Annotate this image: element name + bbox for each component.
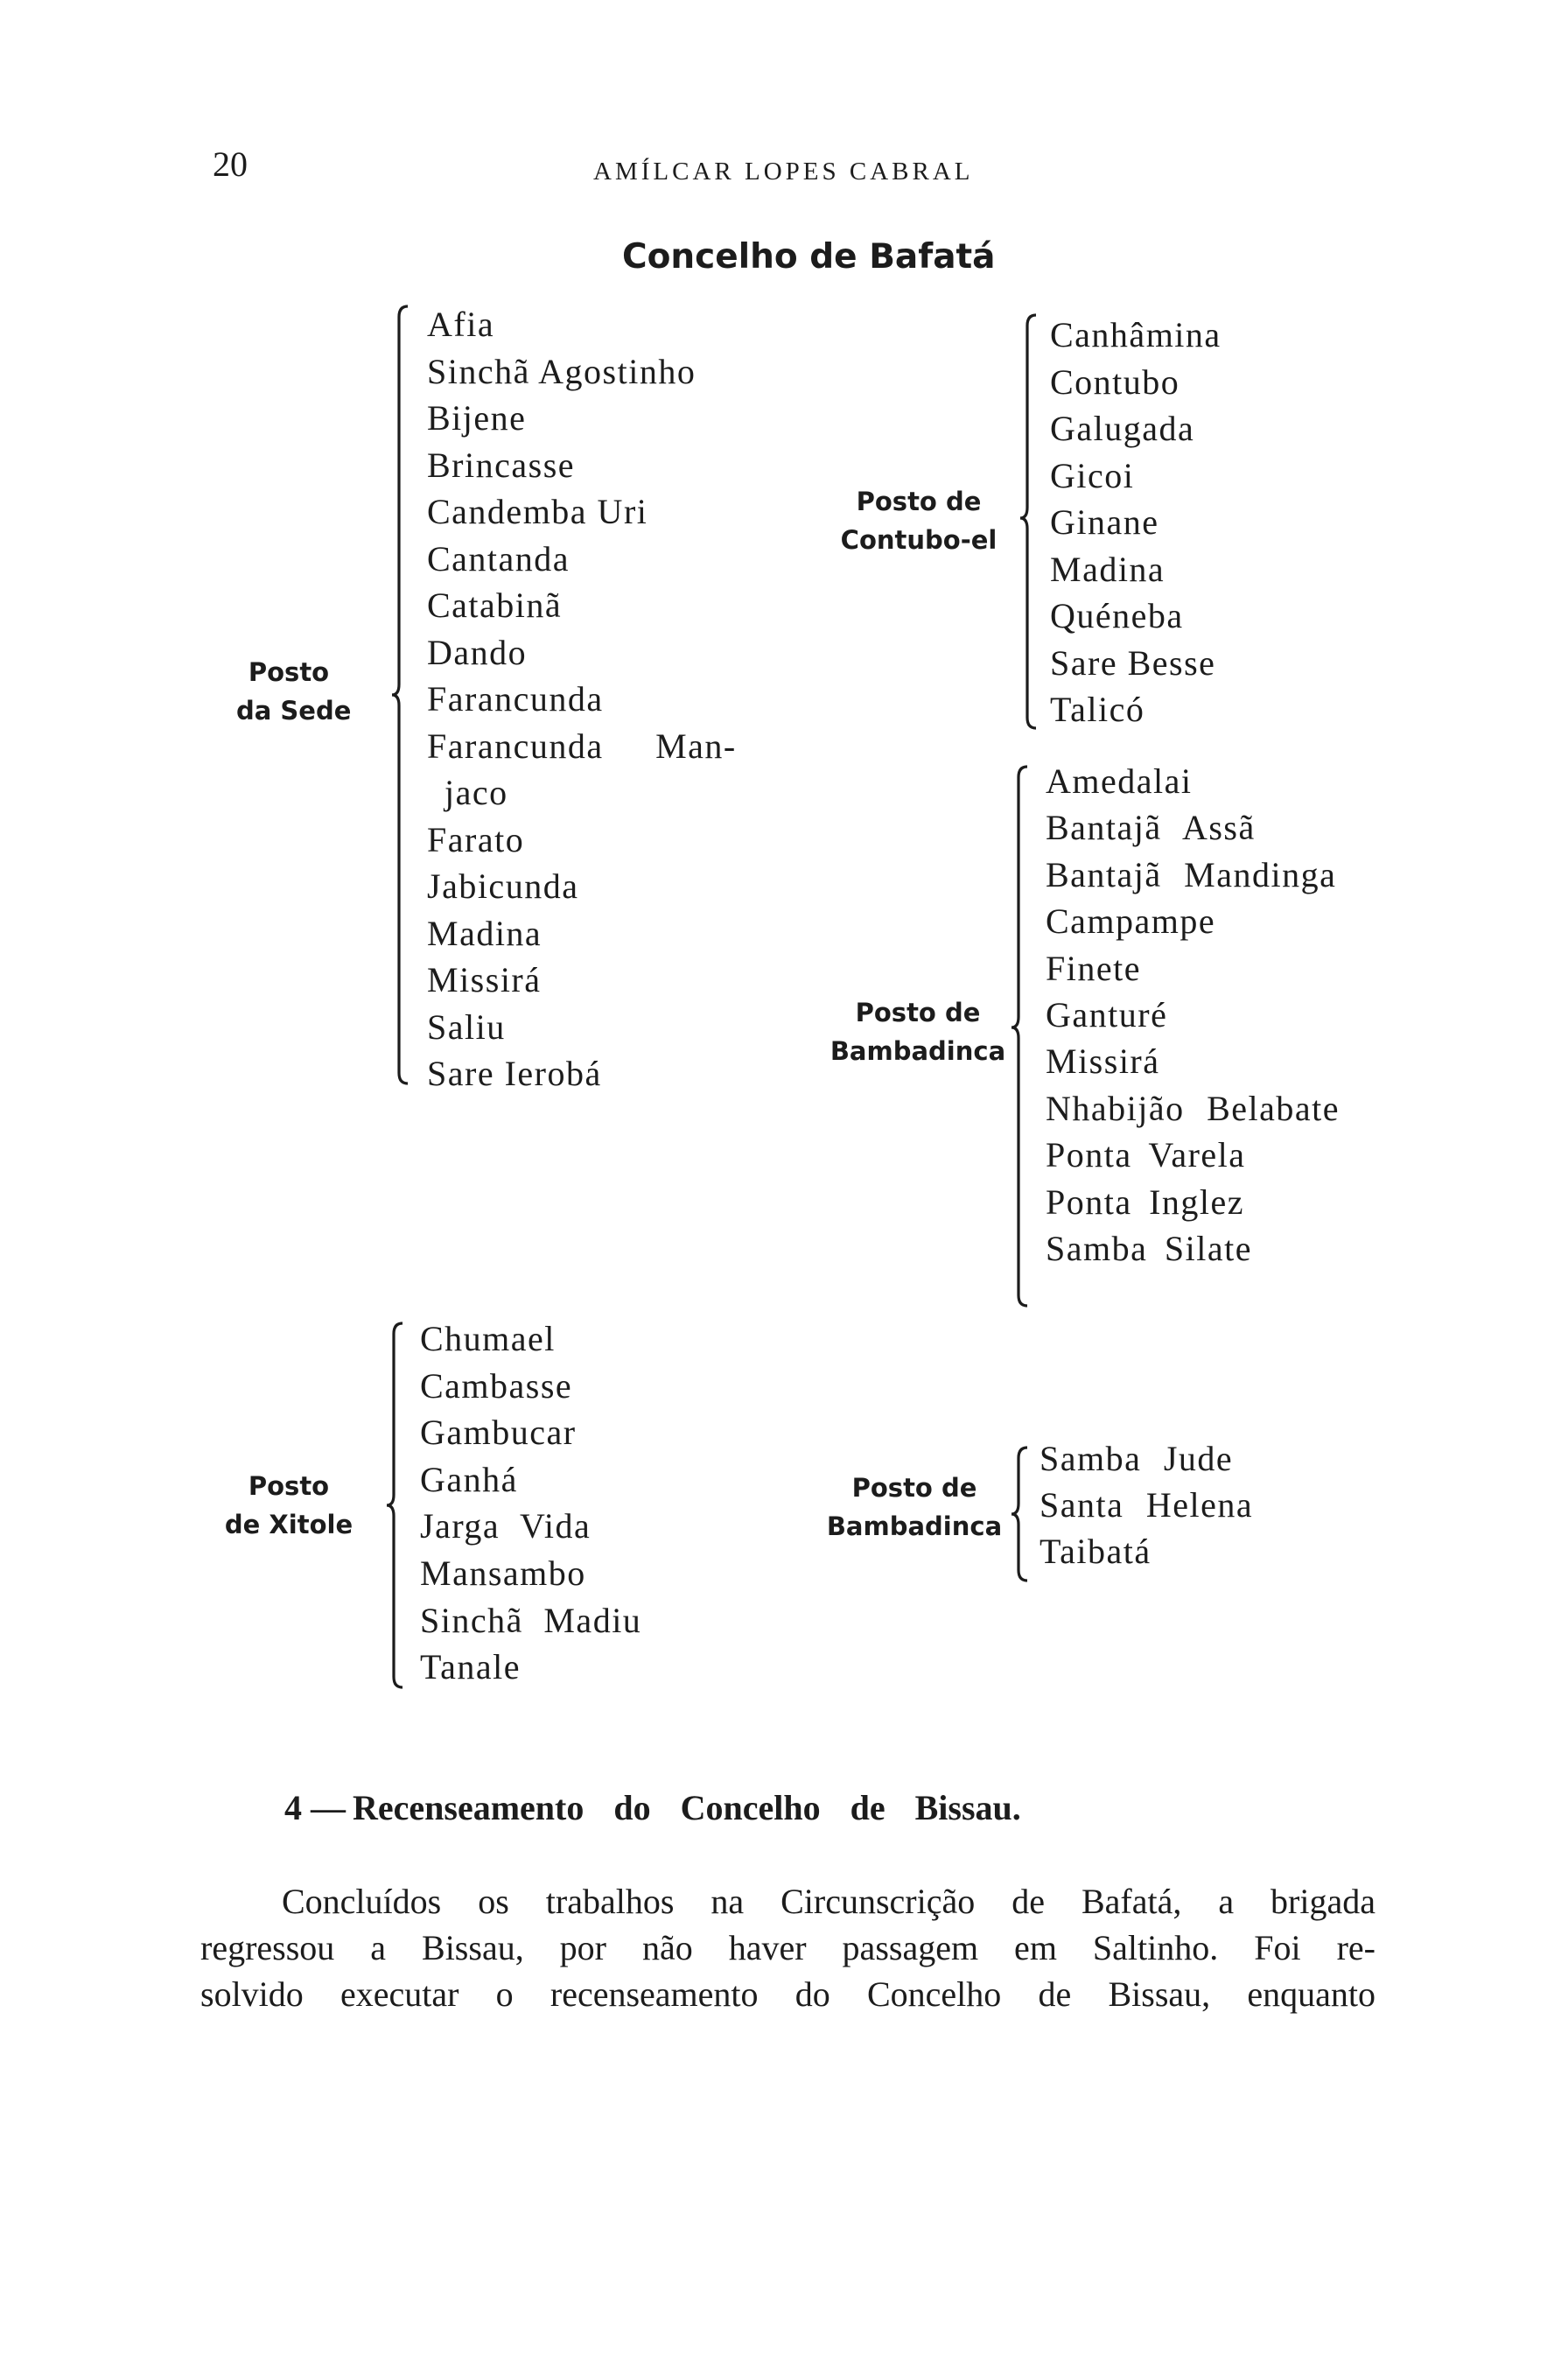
list-item: Samba Silate xyxy=(1046,1228,1252,1268)
post-label-line: Posto de xyxy=(851,1473,977,1503)
paragraph-line: Concluídos os trabalhos na Circunscrição de Bafatá, a brigada xyxy=(282,1882,1376,1921)
list-item: Afia xyxy=(427,305,495,344)
section-heading-word: do xyxy=(613,1788,651,1827)
list-item: Santa Helena xyxy=(1040,1485,1254,1525)
section-heading xyxy=(284,1785,1021,1831)
list-item: Talicó xyxy=(1050,690,1145,729)
list-item: Chumael xyxy=(420,1319,556,1358)
section-dash: — xyxy=(311,1788,346,1827)
section-number: 4 xyxy=(284,1788,302,1827)
list-item: Bantajã Mandinga xyxy=(1046,854,1337,894)
list-xitole xyxy=(420,1315,641,1691)
section-heading-word: Bissau. xyxy=(914,1788,1021,1827)
list-item: Cantanda xyxy=(427,538,570,578)
list-item: Mansambo xyxy=(420,1553,586,1593)
list-item: Taibatá xyxy=(1040,1532,1152,1571)
section-heading-word: Concelho xyxy=(680,1788,821,1827)
brace-xitole xyxy=(382,1320,406,1691)
brace-sede xyxy=(387,303,411,1087)
brace-bambadinca-2 xyxy=(1006,1444,1031,1584)
list-item: Ganturé xyxy=(1046,994,1168,1034)
brace-contubo xyxy=(1015,312,1040,732)
page-title: Concelho de Bafatá xyxy=(622,237,996,277)
list-item: Sinchã Madiu xyxy=(420,1600,642,1640)
list-item: Contubo xyxy=(1050,361,1180,402)
list-item: Farancunda xyxy=(427,679,604,719)
list-item: Campampe xyxy=(1046,901,1216,942)
post-label-line: de Xitole xyxy=(224,1510,354,1539)
list-item: Quéneba xyxy=(1050,596,1184,635)
list-item: Catabinã xyxy=(427,585,563,625)
list-bambadinca xyxy=(1046,758,1340,1272)
list-item: Sare Ierobá xyxy=(427,1054,602,1093)
list-item: Sare Besse xyxy=(1050,642,1216,683)
list-item: Canhâmina xyxy=(1050,315,1222,354)
list-item: jaco xyxy=(444,773,508,812)
list-item: Dando xyxy=(427,632,528,672)
list-item: Saliu xyxy=(427,1006,506,1047)
list-item: Farato xyxy=(427,819,525,859)
list-item: Sinchã Agostinho xyxy=(427,351,696,391)
paragraph-line: solvido executar o recenseamento do Concelho de Bissau, enquanto xyxy=(200,1974,1376,2014)
list-sede xyxy=(427,301,737,1097)
paragraph-line: regressou a Bissau, por não haver passagem em Saltinho. Foi re- xyxy=(200,1928,1376,1967)
section-heading-word: de xyxy=(850,1788,886,1827)
list-item: Galugada xyxy=(1050,409,1195,448)
brace-bambadinca xyxy=(1006,763,1031,1309)
list-item: Ganhá xyxy=(420,1459,518,1499)
post-label-line: Bambadinca xyxy=(826,1511,1003,1541)
list-item: Cambasse xyxy=(420,1365,573,1406)
list-item: Jabicunda xyxy=(427,866,579,906)
page-number: 20 xyxy=(213,144,248,184)
list-bambadinca-2 xyxy=(1040,1435,1253,1574)
running-head: AMÍLCAR LOPES CABRAL xyxy=(593,158,974,186)
section-heading-word: Recenseamento xyxy=(353,1788,584,1827)
post-label-bambadinca xyxy=(826,993,1010,1070)
post-label-line: Posto xyxy=(248,657,330,687)
list-item: Madina xyxy=(1050,549,1166,589)
list-item: Tanale xyxy=(420,1647,522,1687)
post-label-line: Contubo-el xyxy=(840,525,998,555)
post-label-sede xyxy=(236,653,352,730)
list-item: Bijene xyxy=(427,398,527,438)
list-item: Gicoi xyxy=(1050,455,1135,495)
list-item: Missirá xyxy=(1046,1041,1160,1082)
list-item: Finete xyxy=(1046,948,1141,988)
list-item: Ponta Inglez xyxy=(1046,1182,1245,1222)
list-item: Bantajã Assã xyxy=(1046,808,1256,848)
list-item: Farancunda Man- xyxy=(427,726,737,766)
post-label-contubo xyxy=(840,482,998,559)
post-label-line: da Sede xyxy=(236,696,352,726)
list-item: Gambucar xyxy=(420,1413,577,1453)
post-label-line: Posto xyxy=(248,1471,330,1501)
post-label-xitole xyxy=(210,1467,368,1544)
list-item: Brincasse xyxy=(427,445,576,485)
list-item: Candemba Uri xyxy=(427,492,648,531)
list-item: Nhabijão Belabate xyxy=(1046,1088,1340,1128)
post-label-line: Posto de xyxy=(856,487,982,516)
list-item: Missirá xyxy=(427,960,542,999)
list-contubo xyxy=(1050,312,1222,733)
post-label-line: Posto de xyxy=(855,998,981,1027)
post-label-bambadinca-2 xyxy=(822,1469,1006,1546)
list-item: Madina xyxy=(427,913,542,953)
list-item: Samba Jude xyxy=(1040,1439,1234,1478)
list-item: Ginane xyxy=(1050,502,1159,542)
post-label-line: Bambadinca xyxy=(830,1036,1006,1066)
list-item: Jarga Vida xyxy=(420,1506,592,1546)
body-paragraph xyxy=(200,1878,1376,2017)
list-item: Amedalai xyxy=(1046,761,1193,801)
list-item: Ponta Varela xyxy=(1046,1135,1246,1175)
